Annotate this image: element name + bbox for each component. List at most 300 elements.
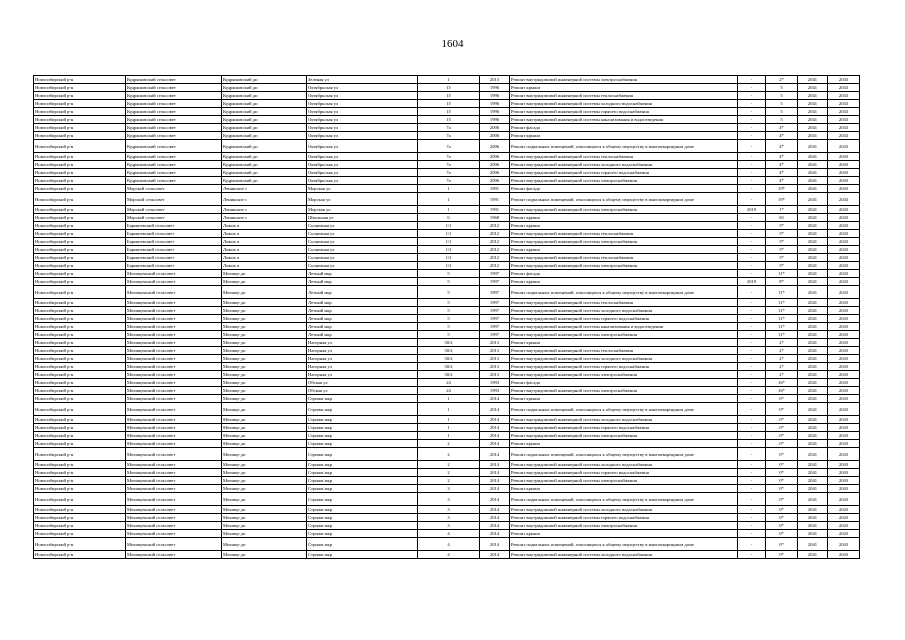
end-year-cell: 2043 [828, 92, 860, 100]
end-year-cell: 2043 [828, 262, 860, 270]
table-row [34, 371, 860, 379]
year-cell: 1991 [480, 206, 510, 214]
end-year-cell: 2043 [828, 347, 860, 355]
end-year-cell: 2043 [828, 530, 860, 538]
work-type-cell: Ремонт внутридомовой инженерной системы электроснабжения [510, 371, 738, 379]
table-row [34, 238, 860, 246]
district-cell: Новосибирский р-н [34, 331, 126, 339]
start-year-cell: 2041 [798, 124, 828, 132]
year-cell: 1997 [480, 323, 510, 331]
table-row [34, 124, 860, 132]
wear-cell: 11* [766, 315, 798, 323]
street-cell: Стрижи мкр [307, 514, 418, 522]
year-cell: 1997 [480, 278, 510, 286]
council-cell: Мочищенский сельсовет [126, 432, 222, 440]
district-cell: Новосибирский р-н [34, 506, 126, 514]
council-cell: Мочищенский сельсовет [126, 270, 222, 278]
district-cell: Новосибирский р-н [34, 214, 126, 222]
work-type-cell: Ремонт внутридомовой инженерной системы электроснабжения [510, 331, 738, 339]
council-cell: Мочищенский сельсовет [126, 416, 222, 424]
council-cell: Кудряшовский сельсовет [126, 169, 222, 177]
street-cell: Зеленая ул [307, 76, 418, 84]
street-cell: Летный мкр [307, 331, 418, 339]
work-type-cell: Ремонт внутридомовой инженерной системы теплоснабжения [510, 92, 738, 100]
table-row [34, 254, 860, 262]
wear-cell: 0* [766, 530, 798, 538]
district-cell: Новосибирский р-н [34, 477, 126, 485]
settlement-cell: Мочище дп [222, 363, 307, 371]
house-cell: 4 [418, 551, 480, 559]
start-year-cell: 2041 [798, 238, 828, 246]
start-year-cell: 2041 [798, 108, 828, 116]
settlement-cell: Кудряшовский дп [222, 84, 307, 92]
council-cell: Кудряшовский сельсовет [126, 161, 222, 169]
table-row [34, 140, 860, 153]
work-type-cell: Ремонт фасада [510, 379, 738, 387]
year-cell: 2013 [480, 347, 510, 355]
table-row [34, 387, 860, 395]
street-cell: Летный мкр [307, 270, 418, 278]
done-year-cell: - [738, 323, 766, 331]
done-year-cell: - [738, 214, 766, 222]
work-type-cell: Ремонт внутридомовой инженерной системы холодного водоснабжения [510, 307, 738, 315]
district-cell: Новосибирский р-н [34, 185, 126, 193]
council-cell: Кудряшовский сельсовет [126, 100, 222, 108]
end-year-cell: 2043 [828, 477, 860, 485]
street-cell: Нагорная ул [307, 347, 418, 355]
year-cell: 2012 [480, 246, 510, 254]
table-row [34, 270, 860, 278]
work-type-cell: Ремонт крыши [510, 214, 738, 222]
table-row [34, 214, 860, 222]
year-cell: 2013 [480, 363, 510, 371]
district-cell: Новосибирский р-н [34, 315, 126, 323]
district-cell: Новосибирский р-н [34, 278, 126, 286]
start-year-cell: 2041 [798, 493, 828, 506]
table-row [34, 193, 860, 206]
done-year-cell: - [738, 551, 766, 559]
end-year-cell: 2043 [828, 84, 860, 92]
council-cell: Кудряшовский сельсовет [126, 76, 222, 84]
settlement-cell: Ложок п [222, 254, 307, 262]
done-year-cell: - [738, 485, 766, 493]
house-cell: 1/2 [418, 262, 480, 270]
year-cell: 2014 [480, 538, 510, 551]
table-row [34, 286, 860, 299]
work-type-cell: Ремонт внутридомовой инженерной системы теплоснабжения [510, 347, 738, 355]
year-cell: 2012 [480, 238, 510, 246]
table-row [34, 278, 860, 286]
district-cell: Новосибирский р-н [34, 124, 126, 132]
year-cell: 1996 [480, 100, 510, 108]
work-type-cell: Ремонт внутридомовой инженерной системы горячего водоснабжения [510, 169, 738, 177]
house-cell: 30/2 [418, 355, 480, 363]
settlement-cell: Мочище дп [222, 469, 307, 477]
settlement-cell: Мочище дп [222, 307, 307, 315]
wear-cell: 3* [766, 262, 798, 270]
end-year-cell: 2043 [828, 371, 860, 379]
table-row [34, 469, 860, 477]
end-year-cell: 2043 [828, 315, 860, 323]
house-cell: 1/1 [418, 230, 480, 238]
done-year-cell: - [738, 514, 766, 522]
street-cell: Нагорная ул [307, 363, 418, 371]
work-type-cell: Ремонт фасада [510, 270, 738, 278]
wear-cell: 4* [766, 153, 798, 161]
table-row [34, 116, 860, 124]
work-type-cell: Ремонт крыши [510, 278, 738, 286]
street-cell: Октябрьская ул [307, 92, 418, 100]
done-year-cell: - [738, 230, 766, 238]
street-cell: Стрижи мкр [307, 395, 418, 403]
start-year-cell: 2041 [798, 140, 828, 153]
district-cell: Новосибирский р-н [34, 108, 126, 116]
done-year-cell: - [738, 92, 766, 100]
wear-cell: 8* [766, 278, 798, 286]
end-year-cell: 2043 [828, 206, 860, 214]
year-cell: 1996 [480, 116, 510, 124]
wear-cell: 4* [766, 169, 798, 177]
settlement-cell: Мочище дп [222, 387, 307, 395]
district-cell: Новосибирский р-н [34, 416, 126, 424]
start-year-cell: 2041 [798, 448, 828, 461]
start-year-cell: 2041 [798, 206, 828, 214]
work-type-cell: Ремонт фасада [510, 124, 738, 132]
end-year-cell: 2043 [828, 299, 860, 307]
district-cell: Новосибирский р-н [34, 299, 126, 307]
settlement-cell: Мочище дп [222, 403, 307, 416]
work-type-cell: Ремонт внутридомовой инженерной системы теплоснабжения [510, 254, 738, 262]
settlement-cell: Кудряшовский дп [222, 108, 307, 116]
year-cell: 2014 [480, 506, 510, 514]
year-cell: 2014 [480, 493, 510, 506]
start-year-cell: 2041 [798, 132, 828, 140]
end-year-cell: 2043 [828, 76, 860, 84]
settlement-cell: Мочище дп [222, 522, 307, 530]
council-cell: Мочищенский сельсовет [126, 448, 222, 461]
end-year-cell: 2043 [828, 246, 860, 254]
house-cell: 7а [418, 124, 480, 132]
street-cell: Солнечная ул [307, 222, 418, 230]
start-year-cell: 2041 [798, 339, 828, 347]
done-year-cell: - [738, 379, 766, 387]
council-cell: Морской сельсовет [126, 206, 222, 214]
house-cell: 15 [418, 84, 480, 92]
work-type-cell: Ремонт внутридомовой инженерной системы холодного водоснабжения [510, 461, 738, 469]
street-cell: Обская ул [307, 387, 418, 395]
year-cell: 2006 [480, 140, 510, 153]
start-year-cell: 2041 [798, 506, 828, 514]
district-cell: Новосибирский р-н [34, 132, 126, 140]
year-cell: 2012 [480, 262, 510, 270]
council-cell: Кудряшовский сельсовет [126, 108, 222, 116]
work-type-cell: Ремонт подвальных помещений, относящихся к общему имуществу в многоквартирном доме [510, 403, 738, 416]
street-cell: Стрижи мкр [307, 424, 418, 432]
work-type-cell: Ремонт внутридомовой инженерной системы теплоснабжения [510, 299, 738, 307]
settlement-cell: Кудряшовский дп [222, 124, 307, 132]
end-year-cell: 2043 [828, 506, 860, 514]
district-cell: Новосибирский р-н [34, 469, 126, 477]
house-cell: 1/1 [418, 238, 480, 246]
wear-cell: 0* [766, 493, 798, 506]
year-cell: 1991 [480, 193, 510, 206]
end-year-cell: 2043 [828, 132, 860, 140]
wear-cell: 3* [766, 254, 798, 262]
wear-cell: 3* [766, 246, 798, 254]
council-cell: Мочищенский сельсовет [126, 514, 222, 522]
start-year-cell: 2041 [798, 270, 828, 278]
table-row [34, 132, 860, 140]
wear-cell: 3* [766, 222, 798, 230]
start-year-cell: 2041 [798, 299, 828, 307]
wear-cell: 5 [766, 116, 798, 124]
street-cell: Стрижи мкр [307, 530, 418, 538]
house-cell: 5 [418, 278, 480, 286]
wear-cell: 0* [766, 424, 798, 432]
year-cell: 2006 [480, 124, 510, 132]
settlement-cell: Кудряшовский дп [222, 169, 307, 177]
done-year-cell: - [738, 469, 766, 477]
house-cell: 2 [418, 469, 480, 477]
wear-cell: 19* [766, 185, 798, 193]
settlement-cell: Мочище дп [222, 315, 307, 323]
house-cell: 1 [418, 193, 480, 206]
end-year-cell: 2043 [828, 214, 860, 222]
street-cell: Нагорная ул [307, 339, 418, 347]
house-cell: 7а [418, 177, 480, 185]
table-row [34, 522, 860, 530]
table-row [34, 432, 860, 440]
end-year-cell: 2043 [828, 355, 860, 363]
street-cell: Октябрьская ул [307, 153, 418, 161]
street-cell: Стрижи мкр [307, 538, 418, 551]
council-cell: Мочищенский сельсовет [126, 403, 222, 416]
council-cell: Мочищенский сельсовет [126, 379, 222, 387]
end-year-cell: 2043 [828, 440, 860, 448]
street-cell: Стрижи мкр [307, 551, 418, 559]
work-type-cell: Ремонт подвальных помещений, относящихся к общему имуществу в многоквартирном доме [510, 448, 738, 461]
district-cell: Новосибирский р-н [34, 116, 126, 124]
council-cell: Мочищенский сельсовет [126, 363, 222, 371]
start-year-cell: 2041 [798, 92, 828, 100]
done-year-cell: - [738, 387, 766, 395]
settlement-cell: Кудряшовский дп [222, 76, 307, 84]
start-year-cell: 2041 [798, 100, 828, 108]
settlement-cell: Мочище дп [222, 270, 307, 278]
district-cell: Новосибирский р-н [34, 379, 126, 387]
table-row [34, 493, 860, 506]
start-year-cell: 2041 [798, 416, 828, 424]
end-year-cell: 2043 [828, 230, 860, 238]
wear-cell: 0* [766, 440, 798, 448]
start-year-cell: 2041 [798, 469, 828, 477]
end-year-cell: 2043 [828, 100, 860, 108]
settlement-cell: Кудряшовский дп [222, 92, 307, 100]
settlement-cell: Ленинское с [222, 185, 307, 193]
district-cell: Новосибирский р-н [34, 363, 126, 371]
end-year-cell: 2043 [828, 140, 860, 153]
start-year-cell: 2041 [798, 246, 828, 254]
start-year-cell: 2041 [798, 530, 828, 538]
start-year-cell: 2041 [798, 395, 828, 403]
wear-cell: 0* [766, 403, 798, 416]
district-cell: Новосибирский р-н [34, 387, 126, 395]
district-cell: Новосибирский р-н [34, 514, 126, 522]
work-type-cell: Ремонт внутридомовой инженерной системы электроснабжения [510, 177, 738, 185]
work-type-cell: Ремонт внутридомовой инженерной системы холодного водоснабжения [510, 416, 738, 424]
work-type-cell: Ремонт крыши [510, 222, 738, 230]
district-cell: Новосибирский р-н [34, 432, 126, 440]
district-cell: Новосибирский р-н [34, 262, 126, 270]
house-cell: 1/2 [418, 254, 480, 262]
end-year-cell: 2043 [828, 522, 860, 530]
end-year-cell: 2043 [828, 124, 860, 132]
wear-cell: 3* [766, 238, 798, 246]
table-row [34, 355, 860, 363]
settlement-cell: Ложок п [222, 246, 307, 254]
work-type-cell: Ремонт фасада [510, 185, 738, 193]
settlement-cell: Мочище дп [222, 395, 307, 403]
year-cell: 2014 [480, 485, 510, 493]
done-year-cell: - [738, 193, 766, 206]
council-cell: Мочищенский сельсовет [126, 278, 222, 286]
district-cell: Новосибирский р-н [34, 254, 126, 262]
street-cell: Солнечная ул [307, 246, 418, 254]
year-cell: 2006 [480, 177, 510, 185]
street-cell: Солнечная ул [307, 238, 418, 246]
table-row [34, 161, 860, 169]
house-cell: 4 [418, 538, 480, 551]
settlement-cell: Мочище дп [222, 530, 307, 538]
end-year-cell: 2043 [828, 514, 860, 522]
end-year-cell: 2043 [828, 432, 860, 440]
district-cell: Новосибирский р-н [34, 270, 126, 278]
wear-cell: 11* [766, 331, 798, 339]
wear-cell: 11* [766, 270, 798, 278]
work-type-cell: Ремонт внутридомовой инженерной системы горячего водоснабжения [510, 363, 738, 371]
year-cell: 2012 [480, 222, 510, 230]
done-year-cell: - [738, 530, 766, 538]
year-cell: 2014 [480, 522, 510, 530]
council-cell: Мочищенский сельсовет [126, 440, 222, 448]
table-row [34, 395, 860, 403]
work-type-cell: Ремонт подвальных помещений, относящихся к общему имуществу в многоквартирном доме [510, 140, 738, 153]
table-row [34, 323, 860, 331]
done-year-cell: - [738, 153, 766, 161]
done-year-cell: - [738, 185, 766, 193]
council-cell: Кудряшовский сельсовет [126, 92, 222, 100]
work-type-cell: Ремонт крыши [510, 440, 738, 448]
house-cell: 30/2 [418, 339, 480, 347]
end-year-cell: 2043 [828, 339, 860, 347]
council-cell: Морской сельсовет [126, 193, 222, 206]
council-cell: Кудряшовский сельсовет [126, 177, 222, 185]
house-cell: 15 [418, 100, 480, 108]
settlement-cell: Мочище дп [222, 339, 307, 347]
settlement-cell: Мочище дп [222, 424, 307, 432]
house-cell: 3 [418, 506, 480, 514]
table-row [34, 76, 860, 84]
done-year-cell: - [738, 403, 766, 416]
table-row [34, 307, 860, 315]
year-cell: 2012 [480, 230, 510, 238]
district-cell: Новосибирский р-н [34, 371, 126, 379]
street-cell: Летный мкр [307, 299, 418, 307]
street-cell: Стрижи мкр [307, 477, 418, 485]
table-row [34, 363, 860, 371]
settlement-cell: Мочище дп [222, 278, 307, 286]
settlement-cell: Мочище дп [222, 379, 307, 387]
start-year-cell: 2041 [798, 278, 828, 286]
work-type-cell: Ремонт внутридомовой инженерной системы электроснабжения [510, 522, 738, 530]
district-cell: Новосибирский р-н [34, 347, 126, 355]
table-row [34, 506, 860, 514]
start-year-cell: 2041 [798, 84, 828, 92]
house-cell: 15 [418, 92, 480, 100]
district-cell: Новосибирский р-н [34, 76, 126, 84]
street-cell: Октябрьская ул [307, 132, 418, 140]
wear-cell: 4* [766, 132, 798, 140]
council-cell: Мочищенский сельсовет [126, 286, 222, 299]
work-type-cell: Ремонт внутридомовой инженерной системы электроснабжения [510, 76, 738, 84]
year-cell: 2014 [480, 469, 510, 477]
start-year-cell: 2041 [798, 254, 828, 262]
district-cell: Новосибирский р-н [34, 485, 126, 493]
settlement-cell: Ложок п [222, 222, 307, 230]
street-cell: Морская ул [307, 193, 418, 206]
settlement-cell: Кудряшовский дп [222, 177, 307, 185]
house-cell: 1 [418, 424, 480, 432]
table-row [34, 403, 860, 416]
district-cell: Новосибирский р-н [34, 440, 126, 448]
done-year-cell: - [738, 254, 766, 262]
year-cell: 2013 [480, 76, 510, 84]
settlement-cell: Ленинское с [222, 214, 307, 222]
table-row [34, 315, 860, 323]
start-year-cell: 2041 [798, 371, 828, 379]
work-type-cell: Ремонт внутридомовой инженерной системы холодного водоснабжения [510, 355, 738, 363]
done-year-cell: - [738, 416, 766, 424]
wear-cell: 0* [766, 514, 798, 522]
done-year-cell: - [738, 395, 766, 403]
end-year-cell: 2043 [828, 379, 860, 387]
house-cell: 7а [418, 140, 480, 153]
council-cell: Барышевский сельсовет [126, 246, 222, 254]
work-type-cell: Ремонт крыши [510, 84, 738, 92]
done-year-cell: - [738, 538, 766, 551]
wear-cell: 0* [766, 506, 798, 514]
council-cell: Мочищенский сельсовет [126, 522, 222, 530]
table-row [34, 440, 860, 448]
done-year-cell: 2019 [738, 278, 766, 286]
district-cell: Новосибирский р-н [34, 140, 126, 153]
year-cell: 2014 [480, 440, 510, 448]
end-year-cell: 2043 [828, 469, 860, 477]
house-cell: 24 [418, 387, 480, 395]
settlement-cell: Мочище дп [222, 493, 307, 506]
year-cell: 1997 [480, 299, 510, 307]
house-cell: 1 [418, 416, 480, 424]
wear-cell: 2* [766, 339, 798, 347]
street-cell: Обская ул [307, 379, 418, 387]
end-year-cell: 2043 [828, 238, 860, 246]
work-type-cell: Ремонт внутридомовой инженерной системы горячего водоснабжения [510, 108, 738, 116]
done-year-cell: - [738, 493, 766, 506]
start-year-cell: 2041 [798, 379, 828, 387]
settlement-cell: Мочище дп [222, 477, 307, 485]
done-year-cell: - [738, 315, 766, 323]
start-year-cell: 2041 [798, 323, 828, 331]
